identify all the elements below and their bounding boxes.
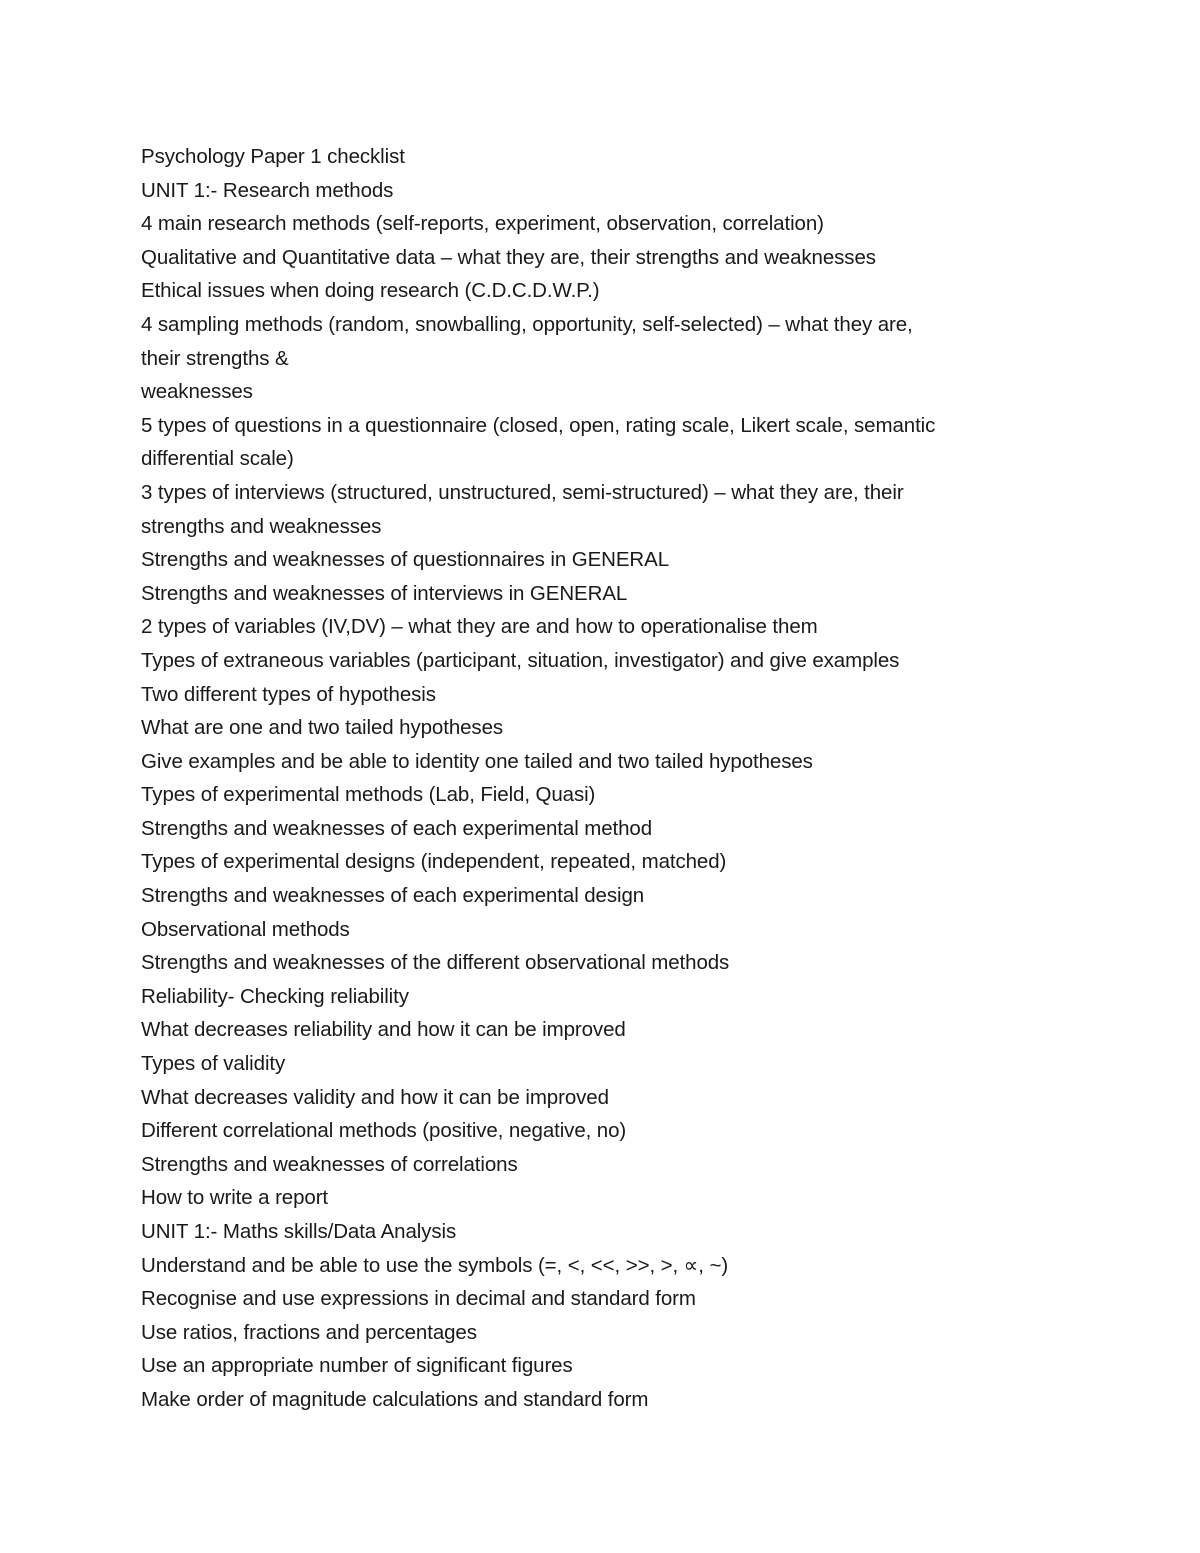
text-line: Strengths and weaknesses of interviews in GENERAL [141,581,628,605]
text-line: 5 types of questions in a questionnaire (closed, open, rating scale, Likert scale, semantic [141,413,936,437]
text-line: Strengths and weaknesses of correlations [141,1152,518,1176]
text-line: Reliability- Checking reliability [141,984,409,1008]
text-line: Strengths and weaknesses of each experimental design [141,884,645,908]
text-line: Understand and be able to use the symbols (=, <, <<, >>, >, ∝, ~) [141,1253,729,1277]
text-line: Make order of magnitude calculations and standard form [141,1387,649,1411]
text-line: differential scale) [141,447,294,471]
unit-heading: UNIT 1:- Research methods [141,178,394,202]
text-line: What decreases validity and how it can be improved [141,1085,609,1109]
text-line: 4 main research methods (self-reports, experiment, observation, correlation) [141,212,824,236]
text-line: Ethical issues when doing research (C.D.C.D.W.P.) [141,279,600,303]
text-line: Recognise and use expressions in decimal and standard form [141,1287,696,1311]
text-line: Two different types of hypothesis [141,682,436,706]
text-line: Types of experimental methods (Lab, Field, Quasi) [141,783,596,807]
text-line: Different correlational methods (positive, negative, no) [141,1119,627,1143]
text-line: 3 types of interviews (structured, unstructured, semi-structured) – what they are, their [141,480,904,504]
document-title: Psychology Paper 1 checklist [141,145,405,168]
text-line: Observational methods [141,917,350,941]
text-line: What are one and two tailed hypotheses [141,716,504,740]
text-line: their strengths & [141,346,289,370]
text-line: Qualitative and Quantitative data – what they are, their strengths and weaknesses [141,245,876,269]
text-line: strengths and weaknesses [141,514,382,538]
text-line: What decreases reliability and how it can be improved [141,1018,626,1042]
text-line: Types of extraneous variables (participant, situation, investigator) and give examples [141,648,900,672]
text-line: Give examples and be able to identity one tailed and two tailed hypotheses [141,749,813,773]
text-line: 2 types of variables (IV,DV) – what they are and how to operationalise them [141,615,818,639]
text-line: Types of validity [141,1052,286,1076]
checklist-text [141,140,1101,1417]
text-line: How to write a report [141,1186,329,1210]
text-line: Types of experimental designs (independent, repeated, matched) [141,850,727,874]
text-line: Strengths and weaknesses of the different observational methods [141,951,730,975]
text-line: Use an appropriate number of significant figures [141,1354,573,1378]
unit-heading: UNIT 1:- Maths skills/Data Analysis [141,1220,457,1243]
text-line: 4 sampling methods (random, snowballing, opportunity, self-selected) – what they are, [141,312,913,336]
text-line: Strengths and weaknesses of questionnaires in GENERAL [141,548,670,572]
text-line: weaknesses [141,380,253,404]
text-line: Use ratios, fractions and percentages [141,1320,477,1344]
text-line: Strengths and weaknesses of each experimental method [141,816,653,840]
